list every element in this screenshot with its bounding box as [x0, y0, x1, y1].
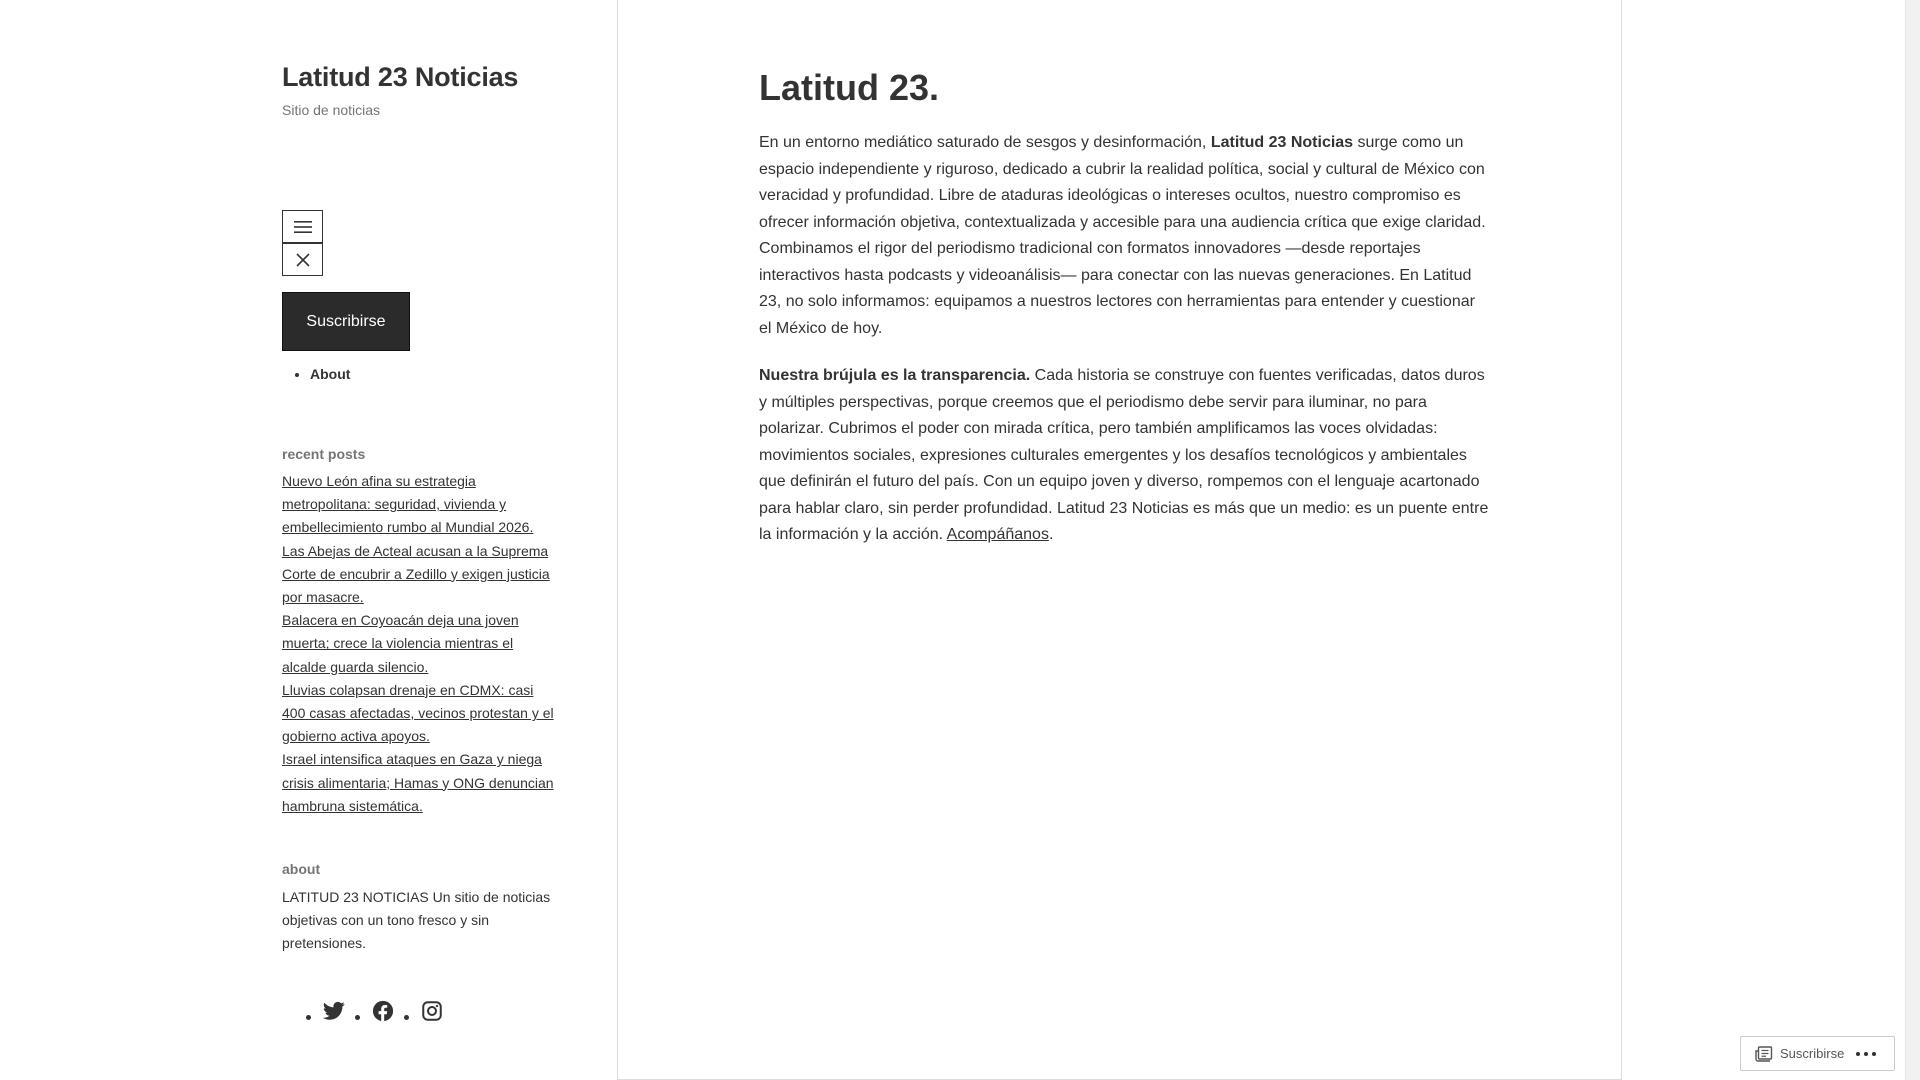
- paragraph-text: En un entorno mediático saturado de sesgos y desinformación,: [759, 134, 1211, 151]
- hamburger-icon: [294, 220, 312, 234]
- list-bullet: [306, 1015, 311, 1020]
- list-item: [282, 609, 557, 679]
- main-nav: [310, 366, 350, 382]
- recent-post-link[interactable]: Lluvias colapsan drenaje en CDMX: casi 400 casas afectadas, vecinos protestan y el gobierno activa apoyos.: [282, 681, 554, 745]
- ellipsis-icon[interactable]: [1856, 1052, 1876, 1056]
- recent-post-link[interactable]: Israel intensifica ataques en Gaza y niega crisis alimentaria; Hamas y ONG denuncian hambruna sistemática.: [282, 751, 554, 814]
- list-item: [282, 540, 557, 610]
- instagram-icon[interactable]: [421, 1000, 443, 1022]
- paragraph-text: surge como un espacio independiente y riguroso, dedicado a cubrir la realidad política, social y cultural de México con veracidad y profundidad. Libre de ataduras ideológicas o intereses ocultos, nuestro compromiso es ofrecer información objetiva, contextualizada y accesible para una audiencia crítica que exige claridad. Combinamos el rigor del periodismo tradicional con formatos innovadores —desde reportajes interactivos hasta podcasts y videoanálisis— para conectar con las nuevas generaciones. En Latitud 23, no solo informamos: equipamos a nuestros lectores con herramientas para entender y cuestionar el México de hoy.: [759, 134, 1486, 337]
- main-content: [617, 0, 1622, 1080]
- site-description: Sitio de noticias: [282, 102, 381, 118]
- recent-post-link[interactable]: Las Abejas de Acteal acusan a la Suprema Corte de encubrir a Zedillo y exigen justicia por masacre.: [282, 542, 550, 606]
- menu-toggle-button[interactable]: [282, 210, 323, 243]
- social-links: [306, 1000, 453, 1022]
- about-widget-text: LATITUD 23 NOTICIAS Un sitio de noticias objetivas con un tono fresco y sin pretensiones.: [282, 889, 551, 952]
- page-title: Latitud 23.: [759, 67, 940, 108]
- twitter-icon[interactable]: [323, 1000, 345, 1022]
- subscribe-button[interactable]: Suscribirse: [282, 292, 410, 351]
- mission-paragraph: [759, 363, 1489, 549]
- list-item: [282, 748, 557, 818]
- paragraph-bold: Latitud 23 Noticias: [1210, 134, 1354, 151]
- close-icon: [295, 252, 311, 268]
- paragraph-text: .: [1048, 526, 1054, 543]
- paragraph-bold: Nuestra brújula es la transparencia.: [759, 367, 1031, 384]
- join-us-link[interactable]: Acompáñanos: [946, 526, 1049, 543]
- list-item: [282, 679, 557, 749]
- recent-posts-list: [282, 470, 557, 818]
- paragraph-text: Cada historia se construye con fuentes verificadas, datos duros y múltiples perspectivas, porque creemos que el periodismo debe servir para iluminar, no para polarizar. Cubrimos el poder con mirada crítica, pero también amplificamos las voces olvidadas: movimientos sociales, expresiones culturales emergentes y los desafíos tecnológicos y ambientales que definirán el futuro del país. Con un equipo joven y diverso, rompemos con el lenguaje acartonado para hablar claro, sin perder profundidad. Latitud 23 Noticias es más que un medio: es un puente entre la información y la acción.: [759, 367, 1489, 543]
- site-title[interactable]: Latitud 23 Noticias: [282, 62, 519, 92]
- reader-icon: [1755, 1046, 1773, 1062]
- floating-subscribe-button[interactable]: [1741, 1046, 1844, 1062]
- floating-subscribe-bar: [1740, 1036, 1895, 1071]
- floating-subscribe-label: Suscribirse: [1780, 1046, 1845, 1061]
- page-scrollbar[interactable]: [1905, 0, 1920, 1080]
- list-item: [282, 470, 557, 540]
- about-widget-title: about: [282, 861, 321, 877]
- intro-paragraph: [759, 130, 1489, 342]
- list-bullet: [355, 1015, 360, 1020]
- recent-posts-title: recent posts: [282, 446, 366, 462]
- facebook-icon[interactable]: [372, 1000, 394, 1022]
- recent-post-link[interactable]: Nuevo León afina su estrategia metropolitana: seguridad, vivienda y embellecimiento rumbo al Mundial 2026.: [282, 473, 534, 536]
- list-bullet: [404, 1015, 409, 1020]
- nav-link-about[interactable]: About: [310, 366, 351, 382]
- menu-close-button[interactable]: [282, 243, 323, 276]
- nav-item-about: [310, 366, 350, 382]
- recent-post-link[interactable]: Balacera en Coyoacán deja una joven muerta; crece la violencia mientras el alcalde guarda silencio.: [282, 612, 519, 675]
